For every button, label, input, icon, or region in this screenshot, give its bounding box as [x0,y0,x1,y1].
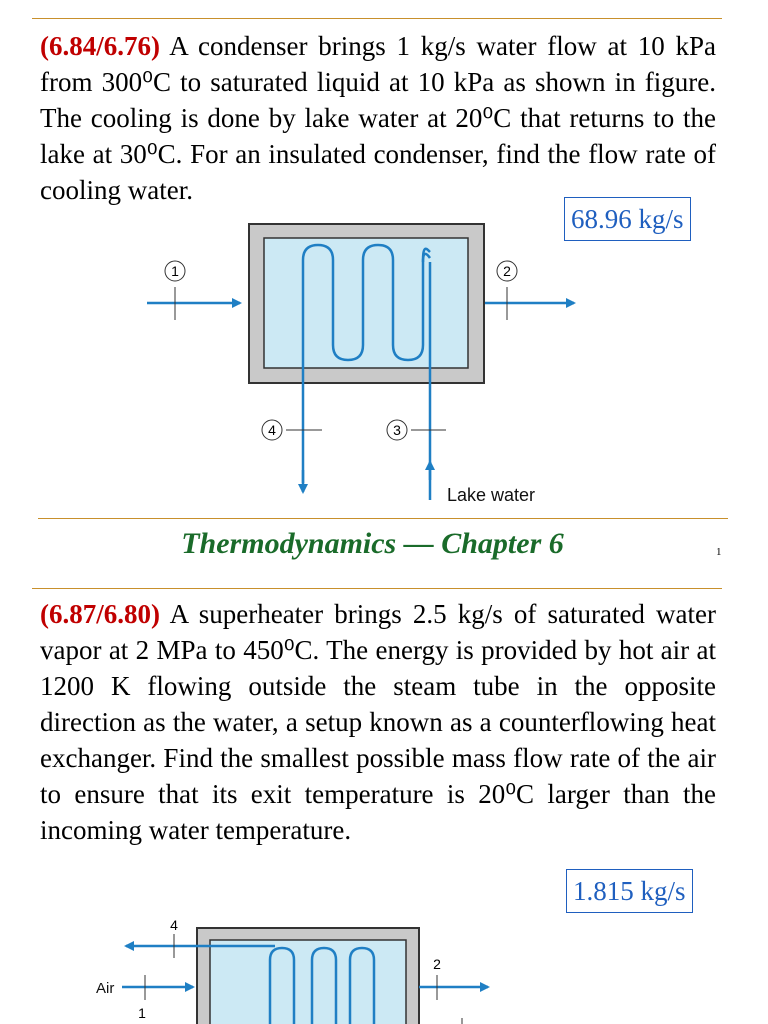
chapter-footer: Thermodynamics — Chapter 6 [181,527,564,560]
state-1b-label: 1 [138,1005,146,1021]
problem-1-body: A condenser brings 1 kg/s water flow at 10 kPa from 300⁰C to saturated liquid at 10 kPa as shown in figure. The cooling is done by lake water at 20⁰C that returns to the lake at 30⁰C. For an insulated condenser, find the flow rate of cooling water. [40,31,716,205]
problem-1-answer: 68.96 kg/s [564,197,691,241]
problem-2-id: (6.87/6.80) [40,599,160,629]
state-4b-label: 4 [170,917,178,933]
state-1-label: 1 [171,263,179,279]
state-2b-label: 2 [433,956,441,972]
superheater-tube-chamber [210,940,406,1024]
state-3-label: 3 [393,422,401,438]
state-4-label: 4 [268,422,276,438]
problem-1-id: (6.84/6.76) [40,31,160,61]
page-number: 1 [716,546,722,558]
lake-water-label: Lake water [447,485,536,505]
state-2-label: 2 [503,263,511,279]
problem-2-answer: 1.815 kg/s [566,869,693,913]
air-label: Air [96,980,115,997]
problem-2-body: A superheater brings 2.5 kg/s of saturated water vapor at 2 MPa to 450⁰C. The energy is provided by hot air at 1200 K flowing outside the steam tube in the opposite direction as the water, a setup known as a counterflowing heat exchanger. Find the smallest possible mass flow rate of the air to ensure that its exit temperature is 20⁰C larger than the incoming water temperature. [40,599,716,845]
